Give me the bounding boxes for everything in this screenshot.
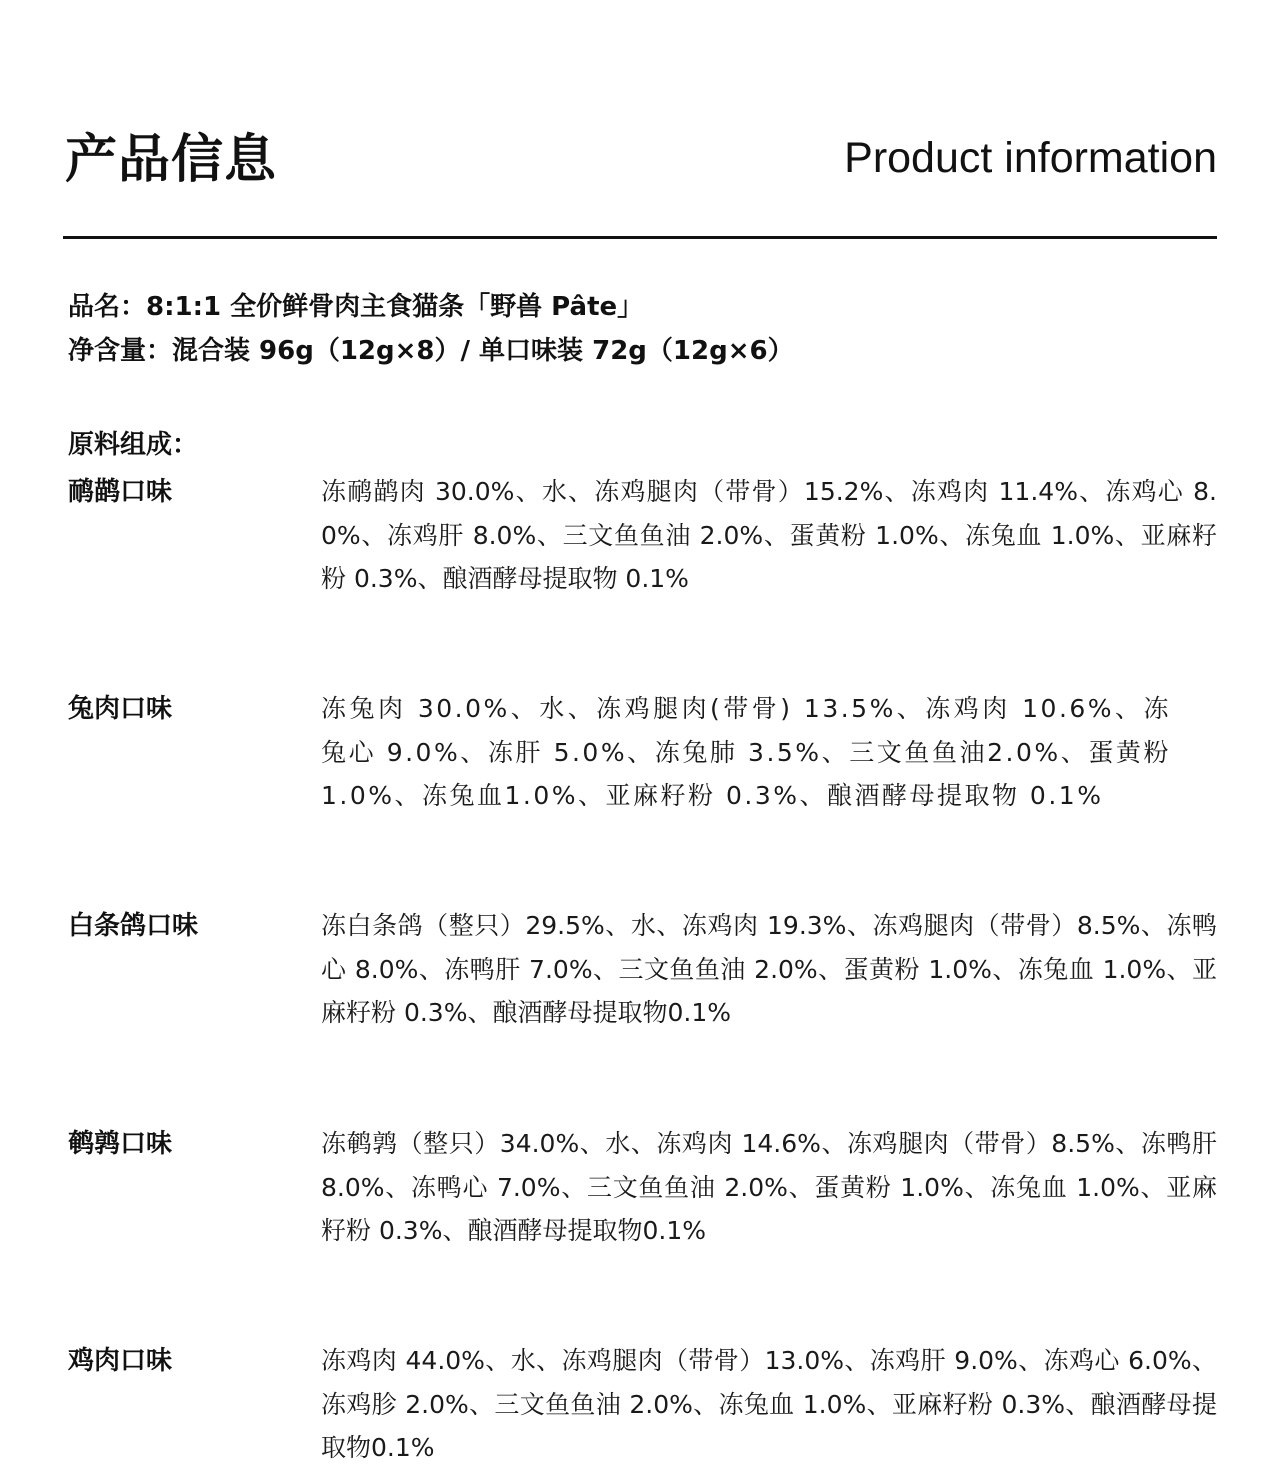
ingredients-heading: 原料组成： (68, 430, 199, 460)
flavor-ingredients: 冻鸸鹋肉 30.0%、水、冻鸡腿肉（带骨）15.2%、冻鸡肉 11.4%、冻鸡心 8.0%、冻鸡肝 8.0%、三文鱼鱼油 2.0%、蛋黄粉 1.0%、冻兔血 1.0%、亚麻籽粉 0.3%、酿酒酵母提取物 0.1% (321, 477, 1217, 593)
page-title-cn: 产品信息 (65, 130, 278, 190)
flavor-ingredients: 冻白条鸽（整只）29.5%、水、冻鸡肉 19.3%、冻鸡腿肉（带骨）8.5%、冻鸭心 8.0%、冻鸭肝 7.0%、三文鱼鱼油 2.0%、蛋黄粉 1.0%、冻兔血 1.0%、亚麻籽粉 0.3%、酿酒酵母提取物0.1% (321, 911, 1217, 1027)
net-content: 净含量：混合装 96g（12g×8）/ 单口味装 72g（12g×6） (68, 336, 794, 366)
header-divider (63, 236, 1217, 239)
flavor-name: 鸸鹋口味 (68, 477, 173, 507)
flavor-name: 鸡肉口味 (68, 1346, 173, 1376)
product-meta (68, 285, 794, 373)
product-name: 品名：8:1:1 全价鲜骨肉主食猫条「野兽 Pâte」 (68, 292, 644, 322)
flavor-ingredients: 冻兔肉 30.0%、水、冻鸡腿肉(带骨) 13.5%、冻鸡肉 10.6%、冻兔心 9.0%、冻肝 5.0%、冻兔肺 3.5%、三文鱼鱼油2.0%、蛋黄粉 1.0%、冻兔血1.0%、亚麻籽粉 0.3%、酿酒酵母提取物 0.1% (321, 694, 1171, 810)
flavor-name: 兔肉口味 (68, 694, 173, 724)
page-header (65, 120, 1217, 200)
flavor-ingredients: 冻鸡肉 44.0%、水、冻鸡腿肉（带骨）13.0%、冻鸡肝 9.0%、冻鸡心 6.0%、冻鸡胗 2.0%、三文鱼鱼油 2.0%、冻兔血 1.0%、亚麻籽粉 0.3%、酿酒酵母提取物0.1% (321, 1346, 1217, 1462)
flavor-name: 白条鸽口味 (68, 911, 199, 941)
page-title-en: Product information (844, 134, 1217, 182)
flavor-ingredients: 冻鹌鹑（整只）34.0%、水、冻鸡肉 14.6%、冻鸡腿肉（带骨）8.5%、冻鸭肝 8.0%、冻鸭心 7.0%、三文鱼鱼油 2.0%、蛋黄粉 1.0%、冻兔血 1.0%、亚麻籽粉 0.3%、酿酒酵母提取物0.1% (321, 1129, 1217, 1245)
flavor-name: 鹌鹑口味 (68, 1129, 173, 1159)
